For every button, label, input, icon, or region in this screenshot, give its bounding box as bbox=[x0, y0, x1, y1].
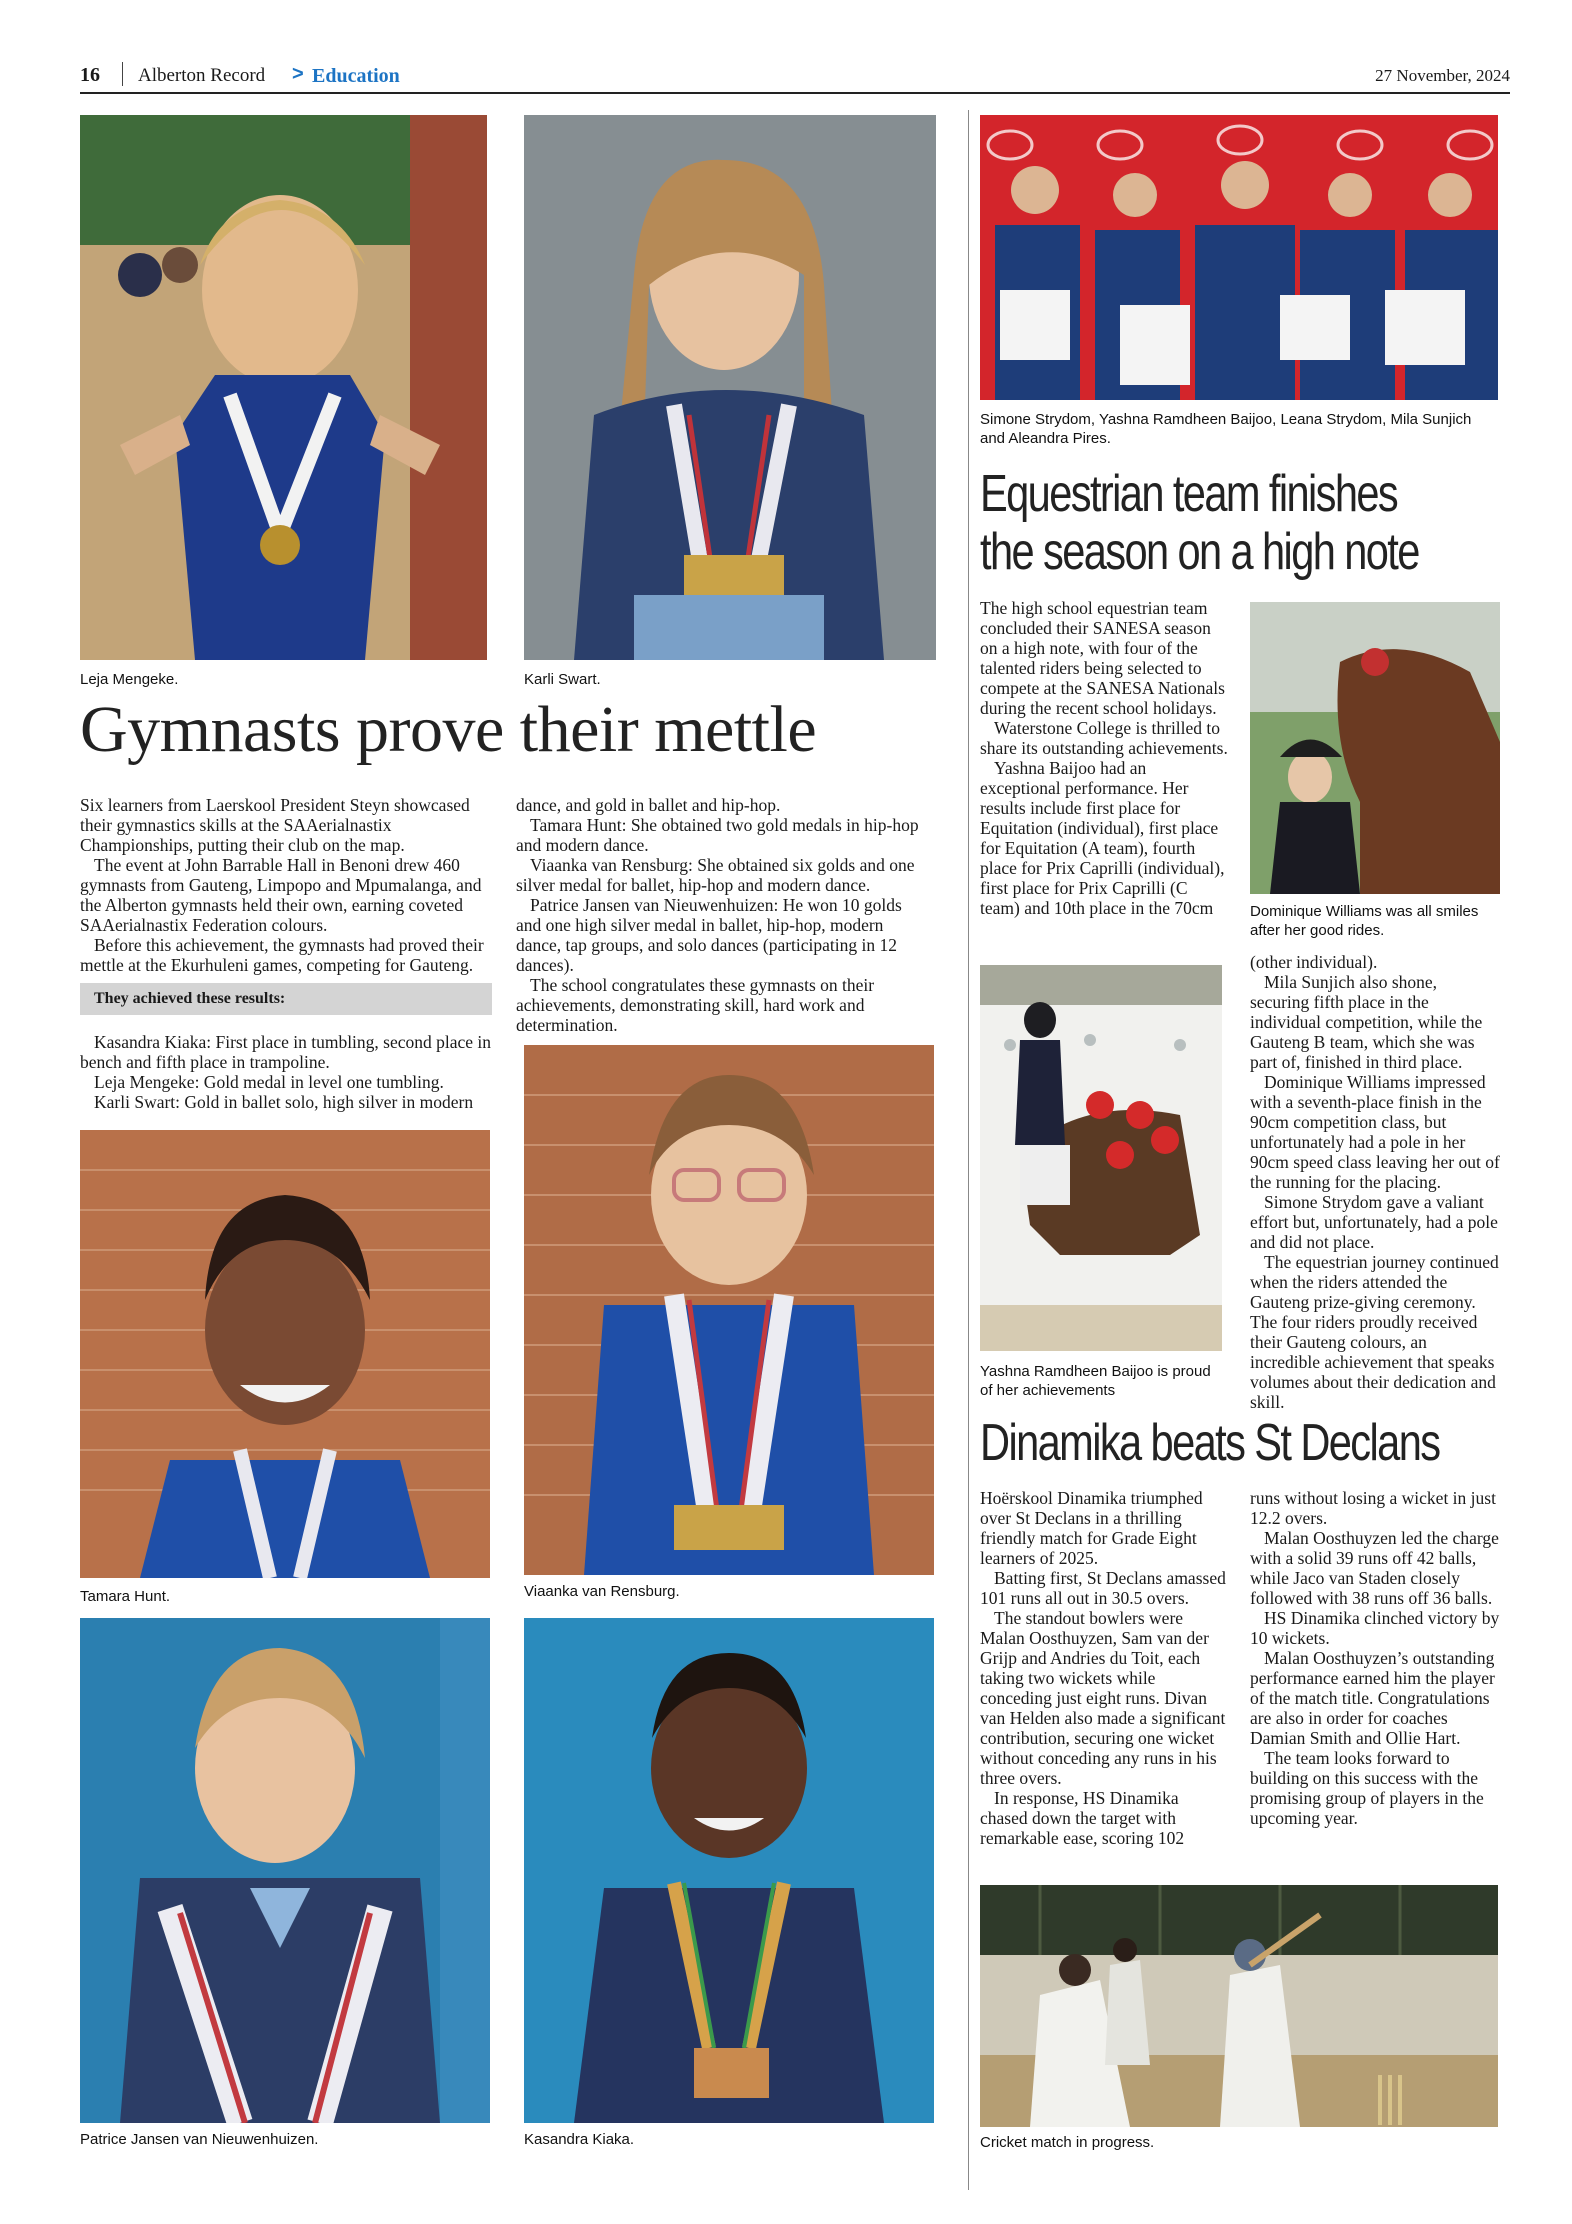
paragraph: Six learners from Laerskool President Steyn showcased their gymnastics skills at the SAAerialnastix Championships, putting their club on the map. bbox=[80, 795, 470, 855]
photo-karli-swart bbox=[524, 115, 936, 660]
equestrian-headline-line1: Equestrian team finishes bbox=[980, 465, 1398, 523]
paragraph: The high school equestrian team concluded their SANESA season on a high note, with four of the talented riders being selected to compete at the SANESA Nationals during the recent school holidays. bbox=[980, 598, 1225, 718]
paragraph: Batting first, St Declans amassed 101 runs all out in 30.5 overs. bbox=[980, 1568, 1226, 1608]
photo-equestrian-team bbox=[980, 115, 1498, 400]
paragraph: In response, HS Dinamika chased down the target with remarkable ease, scoring 102 bbox=[980, 1788, 1185, 1848]
caption-leja: Leja Mengeke. bbox=[80, 671, 179, 688]
paragraph: The event at John Barrable Hall in Benoni drew 460 gymnasts from Gauteng, Limpopo and Mpumalanga, and the Alberton gymnasts held their own, earning coveted SAAerialnastix Federation colours. bbox=[80, 855, 482, 935]
paragraph: Kasandra Kiaka: First place in tumbling, second place in bench and fifth place in trampoline. bbox=[80, 1032, 492, 1072]
publication-name: Alberton Record bbox=[138, 65, 266, 86]
caption-viaanka: Viaanka van Rensburg. bbox=[524, 1583, 680, 1600]
caption-dominique: Dominique Williams was all smiles after her good rides. bbox=[1250, 903, 1479, 939]
caption-cricket: Cricket match in progress. bbox=[980, 2134, 1155, 2151]
paragraph: runs without losing a wicket in just 12.2 overs. bbox=[1250, 1488, 1496, 1528]
gymnastics-headline: Gymnasts prove their mettle bbox=[80, 693, 817, 766]
photo-patrice-jansen-van-nieuwenhuizen bbox=[80, 1618, 490, 2123]
paragraph: Mila Sunjich also shone, securing fifth place in the individual competition, while the Gauteng B team, which she was part of, finished in third place. bbox=[1250, 972, 1483, 1072]
caption-kasandra: Kasandra Kiaka. bbox=[524, 2131, 635, 2148]
paragraph: Viaanka van Rensburg: She obtained six golds and one silver medal for ballet, hip-hop and modern dance. bbox=[516, 855, 915, 895]
paragraph: Before this achievement, the gymnasts had proved their mettle at the Ekurhuleni games, competing for Gauteng. bbox=[80, 935, 484, 975]
section-name: Education bbox=[312, 65, 400, 87]
paragraph: The school congratulates these gymnasts on their achievements, demonstrating skill, hard work and determination. bbox=[516, 975, 875, 1035]
cricket-headline: Dinamika beats St Declans bbox=[980, 1414, 1440, 1472]
paragraph: Malan Oosthuyzen’s outstanding performance earned him the player of the match title. Congratulations are also in order for coaches Damian Smith and Ollie Hart. bbox=[1250, 1648, 1495, 1748]
cricket-text-col2 bbox=[1250, 1488, 1500, 1828]
paragraph: Malan Oosthuyzen led the charge with a solid 39 runs off 42 balls, while Jaco van Staden closely followed with 38 runs off 36 balls. bbox=[1250, 1528, 1499, 1608]
paragraph: The team looks forward to building on this success with the promising group of players in the upcoming year. bbox=[1250, 1748, 1484, 1828]
paragraph: (other individual). bbox=[1250, 952, 1378, 972]
gymnastics-text-col1 bbox=[80, 795, 492, 975]
header-divider bbox=[122, 62, 123, 86]
caption-patrice: Patrice Jansen van Nieuwenhuizen. bbox=[80, 2131, 319, 2148]
paragraph: Waterstone College is thrilled to share its outstanding achievements. bbox=[980, 718, 1228, 758]
paragraph: Simone Strydom gave a valiant effort but, unfortunately, had a pole and did not place. bbox=[1250, 1192, 1498, 1252]
results-box: They achieved these results: bbox=[80, 983, 492, 1015]
caption-tamara: Tamara Hunt. bbox=[80, 1588, 171, 1605]
paragraph: Patrice Jansen van Nieuwenhuizen: He won 10 golds and one high silver medal in ballet, hip-hop, modern dance, tap groups, and solo dances (participating in 12 dances). bbox=[516, 895, 902, 975]
photo-viaanka-van-rensburg bbox=[524, 1045, 934, 1575]
caption-yashna: Yashna Ramdheen Baijoo is proud of her achievements bbox=[980, 1363, 1211, 1399]
paragraph: Leja Mengeke: Gold medal in level one tumbling. bbox=[94, 1072, 444, 1092]
column-divider bbox=[968, 110, 969, 2190]
equestrian-headline-line2: the season on a high note bbox=[980, 523, 1419, 581]
paragraph: Hoërskool Dinamika triumphed over St Declans in a thrilling friendly match for Grade Eight learners of 2025. bbox=[980, 1488, 1203, 1568]
caption-karli: Karli Swart. bbox=[524, 671, 601, 688]
equestrian-text-col1 bbox=[980, 598, 1228, 918]
paragraph: Dominique Williams impressed with a seventh-place finish in the 90cm competition class, but unfortunately had a pole in her 90cm speed class leaving her out of the running for the placing. bbox=[1250, 1072, 1500, 1192]
photo-yashna-ramdheen-baijoo bbox=[980, 965, 1222, 1351]
paragraph: Yashna Baijoo had an exceptional performance. Her results include first place for Equitation (individual), first place for Equitation (A team), fourth place for Prix Caprilli (individual), first place for Prix Caprilli (C team) and 10th place in the 70cm bbox=[980, 758, 1225, 918]
paragraph: Tamara Hunt: She obtained two gold medals in hip-hop and modern dance. bbox=[516, 815, 919, 855]
gymnastics-text-col2 bbox=[516, 795, 928, 1035]
issue-date: 27 November, 2024 bbox=[1375, 66, 1510, 85]
photo-leja-mengeke bbox=[80, 115, 487, 660]
paragraph: Karli Swart: Gold in ballet solo, high silver in modern bbox=[94, 1092, 474, 1112]
photo-dominique-williams bbox=[1250, 602, 1500, 894]
gymnastics-results-col1 bbox=[80, 1032, 492, 1112]
section-arrow: > bbox=[292, 63, 304, 85]
photo-tamara-hunt bbox=[80, 1130, 490, 1578]
paragraph: The equestrian journey continued when the riders attended the Gauteng prize-giving ceremony. The four riders proudly received their Gauteng colours, an incredible achievement that speaks volumes about their dedication and skill. bbox=[1250, 1252, 1499, 1412]
paragraph: dance, and gold in ballet and hip-hop. bbox=[516, 795, 781, 815]
photo-cricket-match bbox=[980, 1885, 1498, 2127]
equestrian-text-col2 bbox=[1250, 952, 1500, 1412]
cricket-text-col1 bbox=[980, 1488, 1228, 1848]
caption-equestrian-team: Simone Strydom, Yashna Ramdheen Baijoo, Leana Strydom, Mila Sunjich and Aleandra Pires. bbox=[980, 411, 1472, 447]
paragraph: HS Dinamika clinched victory by 10 wickets. bbox=[1250, 1608, 1500, 1648]
page-header bbox=[80, 62, 1510, 94]
photo-kasandra-kiaka bbox=[524, 1618, 934, 2123]
page-number: 16 bbox=[80, 64, 100, 86]
paragraph: The standout bowlers were Malan Oosthuyzen, Sam van der Grijp and Andries du Toit, each taking two wickets while conceding just eight runs. Divan van Helden also made a significant contribution, securing one wicket without conceding any runs in his three overs. bbox=[980, 1608, 1226, 1788]
